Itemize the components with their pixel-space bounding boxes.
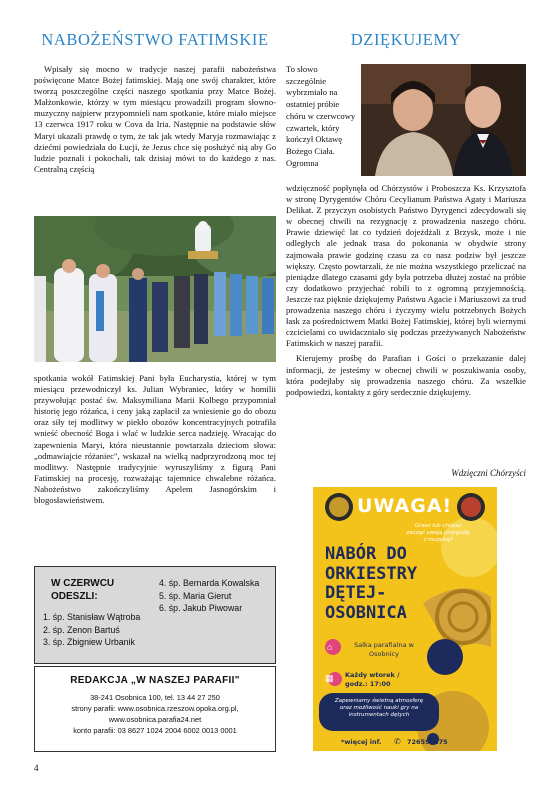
signature: Wdzięczni Chórzyści <box>451 468 526 478</box>
editorial-website: strony parafii: www.osobnica.rzeszow.opoka.org.pl, <box>71 704 239 713</box>
editorial-heading: REDAKCJA „W NASZEJ PARAFII" <box>70 675 240 686</box>
article-title-fatima: NABOŻEŃSTWO FATIMSKIE <box>41 30 269 49</box>
phone-icon: ✆ <box>394 737 401 746</box>
list-item: 6. śp. Jakub Piwowar <box>159 603 243 613</box>
article-paragraph: To słowo szczególnie wybrzmiało na ostatniej próbie chóru w czerwcowy czwartek, który kończył Oktawę Bożego Ciała. Ogromna <box>286 64 356 168</box>
location-pin-icon: ⌂ <box>327 642 333 652</box>
article-paragraph: Kierujemy prośbę do Parafian i Gości o przekazanie dalej informacji, że jesteśmy w obecnej chwili w poszukiwania osoby, która podejłaby się prowadzenia naszego chóru. Za wszelkie podpowiedzi, kontakty z góry serdecznie dziękujemy. <box>286 353 526 397</box>
poster-uwaga: UWAGA! <box>357 495 453 517</box>
list-item: 5. śp. Maria Gierut <box>159 590 232 601</box>
list-item: 3. śp. Zbigniew Urbanik <box>43 637 135 647</box>
article-paragraph: spotkania wokół Fatimskiej Pani była Eucharystia, której w tym miesiącu przewodniczył ks. Julian Wybraniec, który w homilii przywołując postać św. Maksymiliana Marii Kolbego przypomniał historię jego różańca, i ceny jaką zapłacił za wniesienie go do obozu oraz siły tej modlitwy w piekło obozów koncentracyjnych potrafiła wnieść obecność Boga i wlać w ludzkie serca nadzieję. Wracając do zapewnienia Maryi, która nieustannie powtarzała dzieciom słowa: „odmawiajcie różaniec", wskazał na wielką nadprzyrodzoną moc tej modlitwy. Następnie tradycyjnie wyruszyliśmy z figurą Pani Fatimskiej na procesję, rozważając tajemnice chwalebne różańca. Nabożeństwo zakończyliśmy Apelem Jasnogórskim i błogosławieństwem. <box>34 373 276 506</box>
poster-bubble-text: Grasz lub chcesz zacząć swoją przygodę z muzyką? <box>406 523 470 543</box>
editorial-box <box>34 666 276 752</box>
right-lead-wrap <box>286 64 356 169</box>
poster-when: Każdy wtorek / godz.: 17:00 <box>345 671 400 688</box>
left-column <box>34 30 276 175</box>
editorial-website: www.osobnica.parafia24.net <box>108 715 202 724</box>
list-item: 4. śp. Bernarda Kowalska <box>159 578 260 588</box>
page-number: 4 <box>34 763 39 773</box>
list-item: 2. śp. Zenon Bartuś <box>43 624 120 635</box>
editorial-account: konto parafii: 03 8627 1024 2004 6002 0013 0001 <box>73 726 237 735</box>
poster-headline: NABÓR DO ORKIESTRY DĘTEJ- OSOBNICA <box>325 544 418 623</box>
deceased-box <box>34 566 276 664</box>
deceased-list-left <box>43 611 140 649</box>
deceased-list-right <box>159 577 259 615</box>
poster-place: Salka parafialna w Osobnicy <box>354 641 414 658</box>
right-column-body <box>286 183 526 398</box>
deceased-heading: W CZERWCU ODESZLI: <box>51 578 115 602</box>
calendar-icon: ▦ <box>325 673 334 683</box>
poster-info: Zapewniamy świetną atmosferę oraz możliwość nauki gry na instrumentach dętych <box>334 698 424 718</box>
article-title-thanks: DZIĘKUJEMY <box>350 30 462 49</box>
poster-phone: 726590675 <box>407 738 448 746</box>
orchestra-poster <box>313 487 497 751</box>
poster-more: *więcej inf. <box>341 738 382 746</box>
article-paragraph: wdzięczność popłynęła od Chórzystów i Proboszcza Ks. Krzysztofa w stronę Dyrygentów Chóru Cecylianum Państwa Agaty i Mariusza Delikat. Z przyczyn osobistych Państwo Dyrygenci zdecydowali się w obecnej chwili na rezygnację z prowadzenia naszego chóru. Prawie dziewięć lat co tydzień dojeżdżali z Brzysk, może i nie odległych ale jednak trasa do pokonania w obydwie strony zajmowała prawie godzinę czasu za co nasz podziw był jeszcze większy. Często powtarzali, że nie można wszystkiego przeliczać na pieniądze dlatego czasami gdy była potrzeba dłużej zostać na próbie czy dodatkowo przyjechać robili to z ogromną przyjemnością. Jeszcze raz pięknie dziękujemy Państwu Agacie i Mariuszowi za trud prowadzenia naszego chóru i życzymy wielu potrzebnych Bożych łask za pośrednictwem Matki Bożej Fatimskiej, której byli wiernymi czcicielami co uwidaczniało się podczas przeżywanych Nabożeństw Fatimskich w naszej parafii. <box>286 183 526 349</box>
editorial-address: 38-241 Osobnica 100, tel. 13 44 27 250 <box>90 693 220 702</box>
left-column-continued <box>34 373 276 506</box>
list-item: 1. śp. Stanisław Wątroba <box>43 612 141 622</box>
conductors-photo <box>361 64 526 176</box>
right-column <box>286 30 526 50</box>
article-paragraph: Wpisały się mocno w tradycje naszej parafii nabożeństwa poświęcone Matce Bożej fatimskiej. Mają one swój charakter, które tworzą poszczególne części naszego spotkania przy Matce Bożej. Małżonkowie, którzy w tym miesiącu prowadzili program słowno-muzyczny najpierw przypomnieli nam spotkanie, które miało miejsce 13 czerwca 1917 roku w Cova da Iria. Następnie na podstawie słów Maryi ukazali prawdę o tym, że tak jak wtedy Maryja rozmawiając z dziećmi powiedziała do Łucji, że Jezus chce się posłużyć nią aby Go ludzie poznali i pokochali, tak dzisiaj mówi to do każdego z nas. Centralną częścią <box>34 64 276 174</box>
procession-photo <box>34 216 276 362</box>
